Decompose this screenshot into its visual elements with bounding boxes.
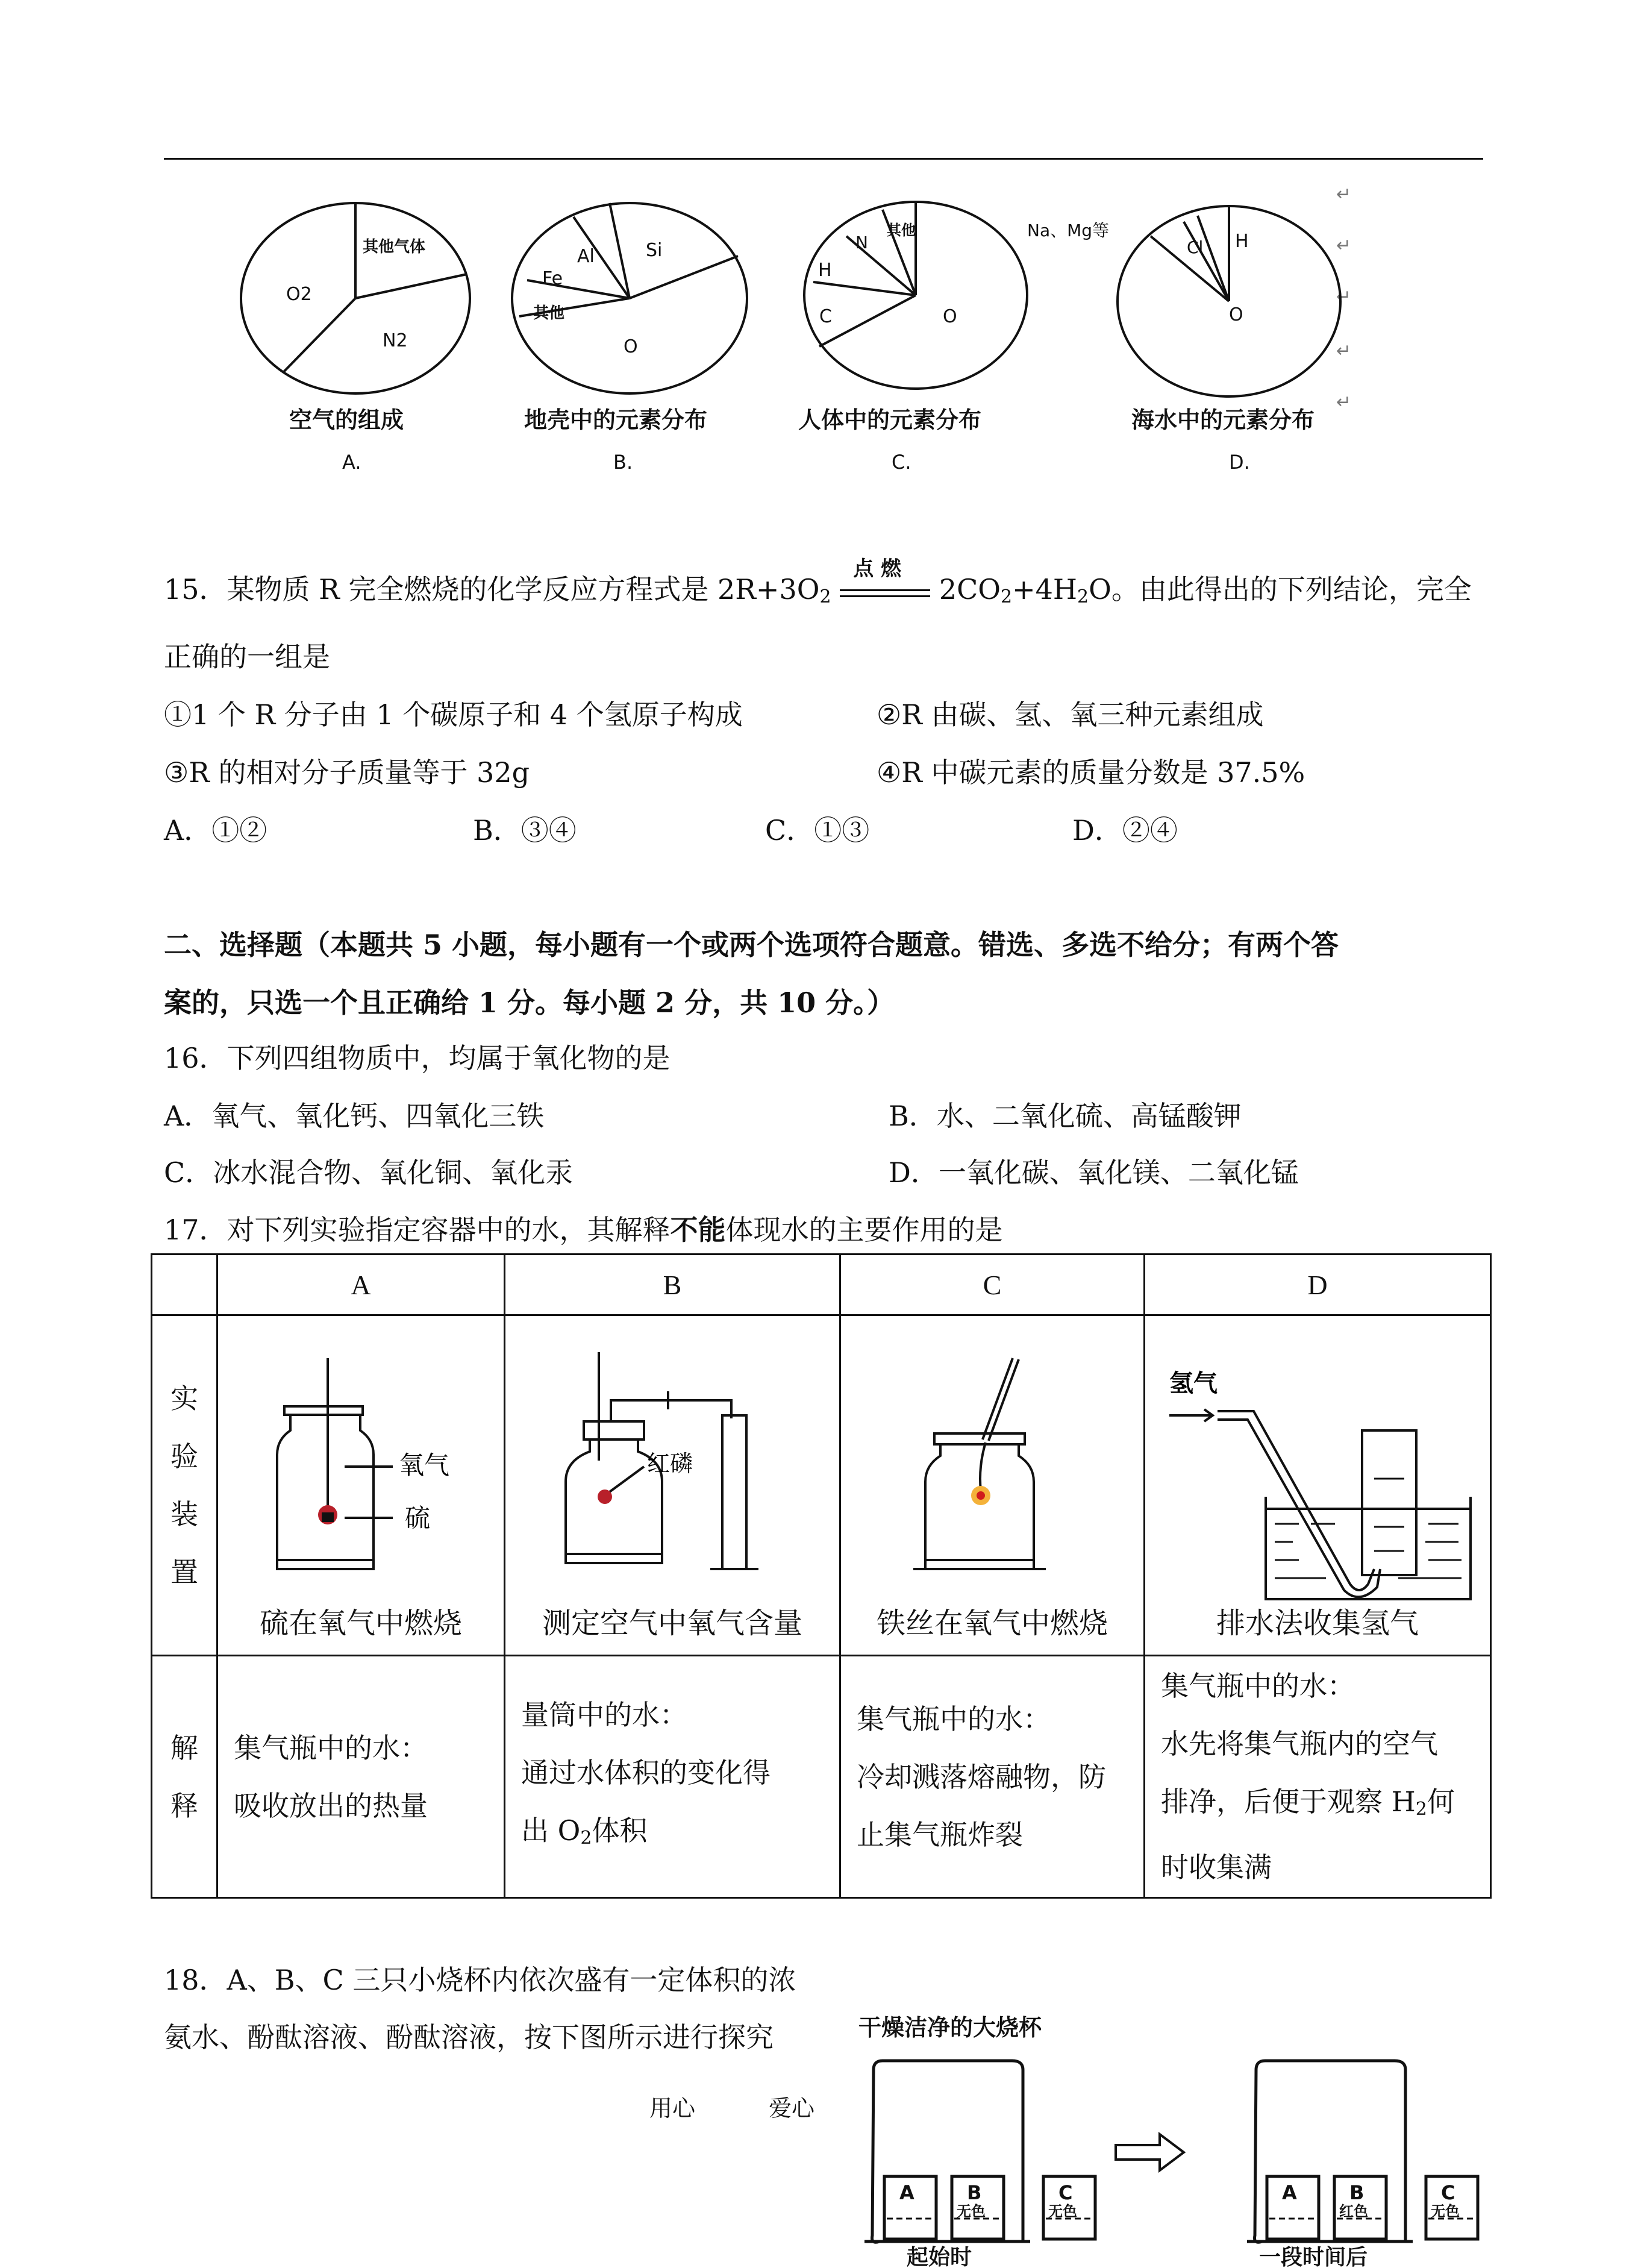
pie-b-letter: B. <box>613 451 633 474</box>
pie-c-label: 其他 <box>887 222 916 239</box>
corner-cell <box>152 1255 217 1315</box>
apparatus-a <box>217 1315 505 1656</box>
table-row-explanation <box>152 1656 1491 1898</box>
row-label-explanation: 解 释 <box>152 1656 217 1898</box>
q15-statement-2: ②R 由碳、氢、氧三种元素组成 <box>877 698 1264 731</box>
reaction-condition: 点 燃 <box>840 580 930 604</box>
transition-arrow-icon <box>1116 2134 1184 2170</box>
pie-c-label: N <box>855 233 868 252</box>
q15-statement-3: ③R 的相对分子质量等于 32g <box>164 756 530 789</box>
q17-stem: 17．对下列实验指定容器中的水，其解释不能体现水的主要作用的是 <box>164 1214 1003 1246</box>
pie-c-caption: 人体中的元素分布 <box>798 407 982 433</box>
pie-b-label: Si <box>646 240 663 261</box>
after-label: 一段时间后 <box>1259 2245 1368 2268</box>
apparatus-b <box>505 1315 840 1656</box>
beaker-c-color: 无色 <box>1048 2203 1077 2220</box>
beaker-b-color: 红色 <box>1339 2203 1368 2220</box>
pie-d-letter: D. <box>1229 451 1250 474</box>
q18-beaker-figure <box>831 2000 1500 2268</box>
col-header: A <box>217 1255 505 1315</box>
pie-d-label: O <box>1229 304 1243 325</box>
q16-stem: 16．下列四组物质中，均属于氧化物的是 <box>164 1042 671 1074</box>
q15-choice-a[interactable]: A．①② <box>164 814 267 847</box>
beaker-c-label: C <box>1058 2181 1073 2204</box>
sulfur-label: 硫 <box>405 1503 431 1533</box>
apparatus-c <box>840 1315 1145 1656</box>
section2-heading-line2: 案的，只选一个且正确给 1 分。每小题 2 分，共 10 分。） <box>164 986 895 1019</box>
col-header: B <box>505 1255 840 1315</box>
q15-choice-d[interactable]: D．②④ <box>1072 814 1178 847</box>
beaker-b-label: B <box>967 2181 982 2204</box>
pie-d-caption: 海水中的元素分布 <box>1131 407 1315 433</box>
explanation-c: 集气瓶中的水： 冷却溅落熔融物，防 止集气瓶炸裂 <box>840 1656 1145 1898</box>
beaker-b-label: B <box>1349 2181 1365 2204</box>
pie-a-caption: 空气的组成 <box>289 407 404 433</box>
pie-d <box>1027 206 1340 474</box>
section2-heading-line1: 二、选择题（本题共 5 小题，每小题有一个或两个选项符合题意。错选、多选不给分；有两个答 <box>164 929 1339 961</box>
hydrogen-label: 氢气 <box>1169 1370 1218 1397</box>
caption-b: 测定空气中氧气含量 <box>542 1606 802 1640</box>
pie-d-label: H <box>1235 231 1249 252</box>
explanation-b: 量筒中的水： 通过水体积的变化得 出 $O_2$体积 <box>505 1656 840 1898</box>
q15-stem-line2: 正确的一组是 <box>164 641 330 673</box>
pie-c-letter: C. <box>892 451 911 474</box>
beaker-a-label: A <box>899 2181 914 2204</box>
pie-a-letter: A. <box>342 451 361 474</box>
table-header-row <box>152 1255 1491 1315</box>
q15-choice-b[interactable]: B．③④ <box>473 814 577 847</box>
pie-d-label: Na、Mg等 <box>1027 221 1110 240</box>
q15-choice-c[interactable]: C．①③ <box>765 814 870 847</box>
paragraph-mark: ↵ <box>1336 235 1352 256</box>
pie-b-label: 其他 <box>533 304 565 322</box>
pie-b-label: O <box>624 336 638 357</box>
q16-choice-a[interactable]: A．氧气、氧化钙、四氧化三铁 <box>164 1100 545 1132</box>
pie-c-label: C <box>819 306 832 327</box>
pie-b-label: Fe <box>542 268 563 289</box>
q15-statement-1: ①1 个 R 分子由 1 个碳原子和 4 个氢原子构成 <box>164 698 743 731</box>
caption-d: 排水法收集氢气 <box>1216 1606 1419 1640</box>
pie-b-label: Al <box>577 246 595 267</box>
pie-a-label: O2 <box>286 284 312 305</box>
q18-stem-line1: 18．A、B、C 三只小烧杯内依次盛有一定体积的浓 <box>164 1964 796 1996</box>
header-rule <box>164 158 1483 160</box>
pie-c-label: O <box>943 306 957 327</box>
row-label-apparatus: 实 验 装 置 <box>152 1315 217 1656</box>
pie-a <box>241 203 470 474</box>
pie-d-label: Cl <box>1187 237 1204 257</box>
pie-b-caption: 地壳中的元素分布 <box>524 407 708 433</box>
pie-c-label: H <box>818 260 832 281</box>
red-phosphorus-label: 红磷 <box>647 1450 693 1477</box>
q17-table <box>151 1253 1492 1899</box>
q16-choice-b[interactable]: B．水、二氧化硫、高锰酸钾 <box>889 1100 1242 1132</box>
start-label: 起始时 <box>907 2245 972 2268</box>
explanation-d: 集气瓶中的水： 水先将集气瓶内的空气 排净，后便于观察 $H_2$何 时收集满 <box>1145 1656 1491 1898</box>
paragraph-mark: ↵ <box>1336 340 1352 362</box>
q15-statement-4: ④R 中碳元素的质量分数是 37.5% <box>877 756 1305 789</box>
pie-a-label: 其他气体 <box>363 238 426 256</box>
apparatus-d <box>1145 1315 1491 1656</box>
footer-left: 用心 <box>649 2095 696 2122</box>
caption-c: 铁丝在氧气中燃烧 <box>876 1606 1108 1640</box>
pie-charts-figure <box>229 181 1361 482</box>
q18-stem-line2: 氨水、酚酞溶液、酚酞溶液，按下图所示进行探究 <box>164 2021 774 2053</box>
col-header: C <box>840 1255 1145 1315</box>
explanation-a: 集气瓶中的水： 吸收放出的热量 <box>217 1656 505 1898</box>
pie-a-label: N2 <box>383 330 408 351</box>
paragraph-mark: ↵ <box>1336 184 1352 205</box>
beaker-b-color: 无色 <box>957 2203 986 2220</box>
footer-right: 爱心 <box>769 2095 815 2122</box>
table-row-apparatus <box>152 1315 1491 1656</box>
beaker-a-label: A <box>1282 2181 1297 2204</box>
col-header: D <box>1145 1255 1491 1315</box>
q16-choice-c[interactable]: C．冰水混合物、氧化铜、氧化汞 <box>164 1156 574 1189</box>
q16-choice-d[interactable]: D．一氧化碳、氧化镁、二氧化锰 <box>889 1156 1299 1189</box>
paragraph-mark: ↵ <box>1336 392 1352 413</box>
q17-emphasis: 不能 <box>670 1214 726 1246</box>
pie-b <box>512 203 747 474</box>
beaker-c-color: 无色 <box>1431 2203 1460 2220</box>
oxygen-label: 氧气 <box>399 1450 450 1480</box>
caption-a: 硫在氧气中燃烧 <box>259 1606 462 1640</box>
beaker-c-label: C <box>1441 2181 1455 2204</box>
q15-stem-line1: 15．某物质 R 完全燃烧的化学反应方程式是 $2R+3O_2$ 点 燃 $2CO_2+4H_2O$。由此得出的下列结论，完全 <box>164 557 1472 607</box>
fig-title: 干燥洁净的大烧杯 <box>858 2014 1042 2041</box>
paragraph-mark: ↵ <box>1336 286 1352 307</box>
pie-c <box>798 202 1027 474</box>
